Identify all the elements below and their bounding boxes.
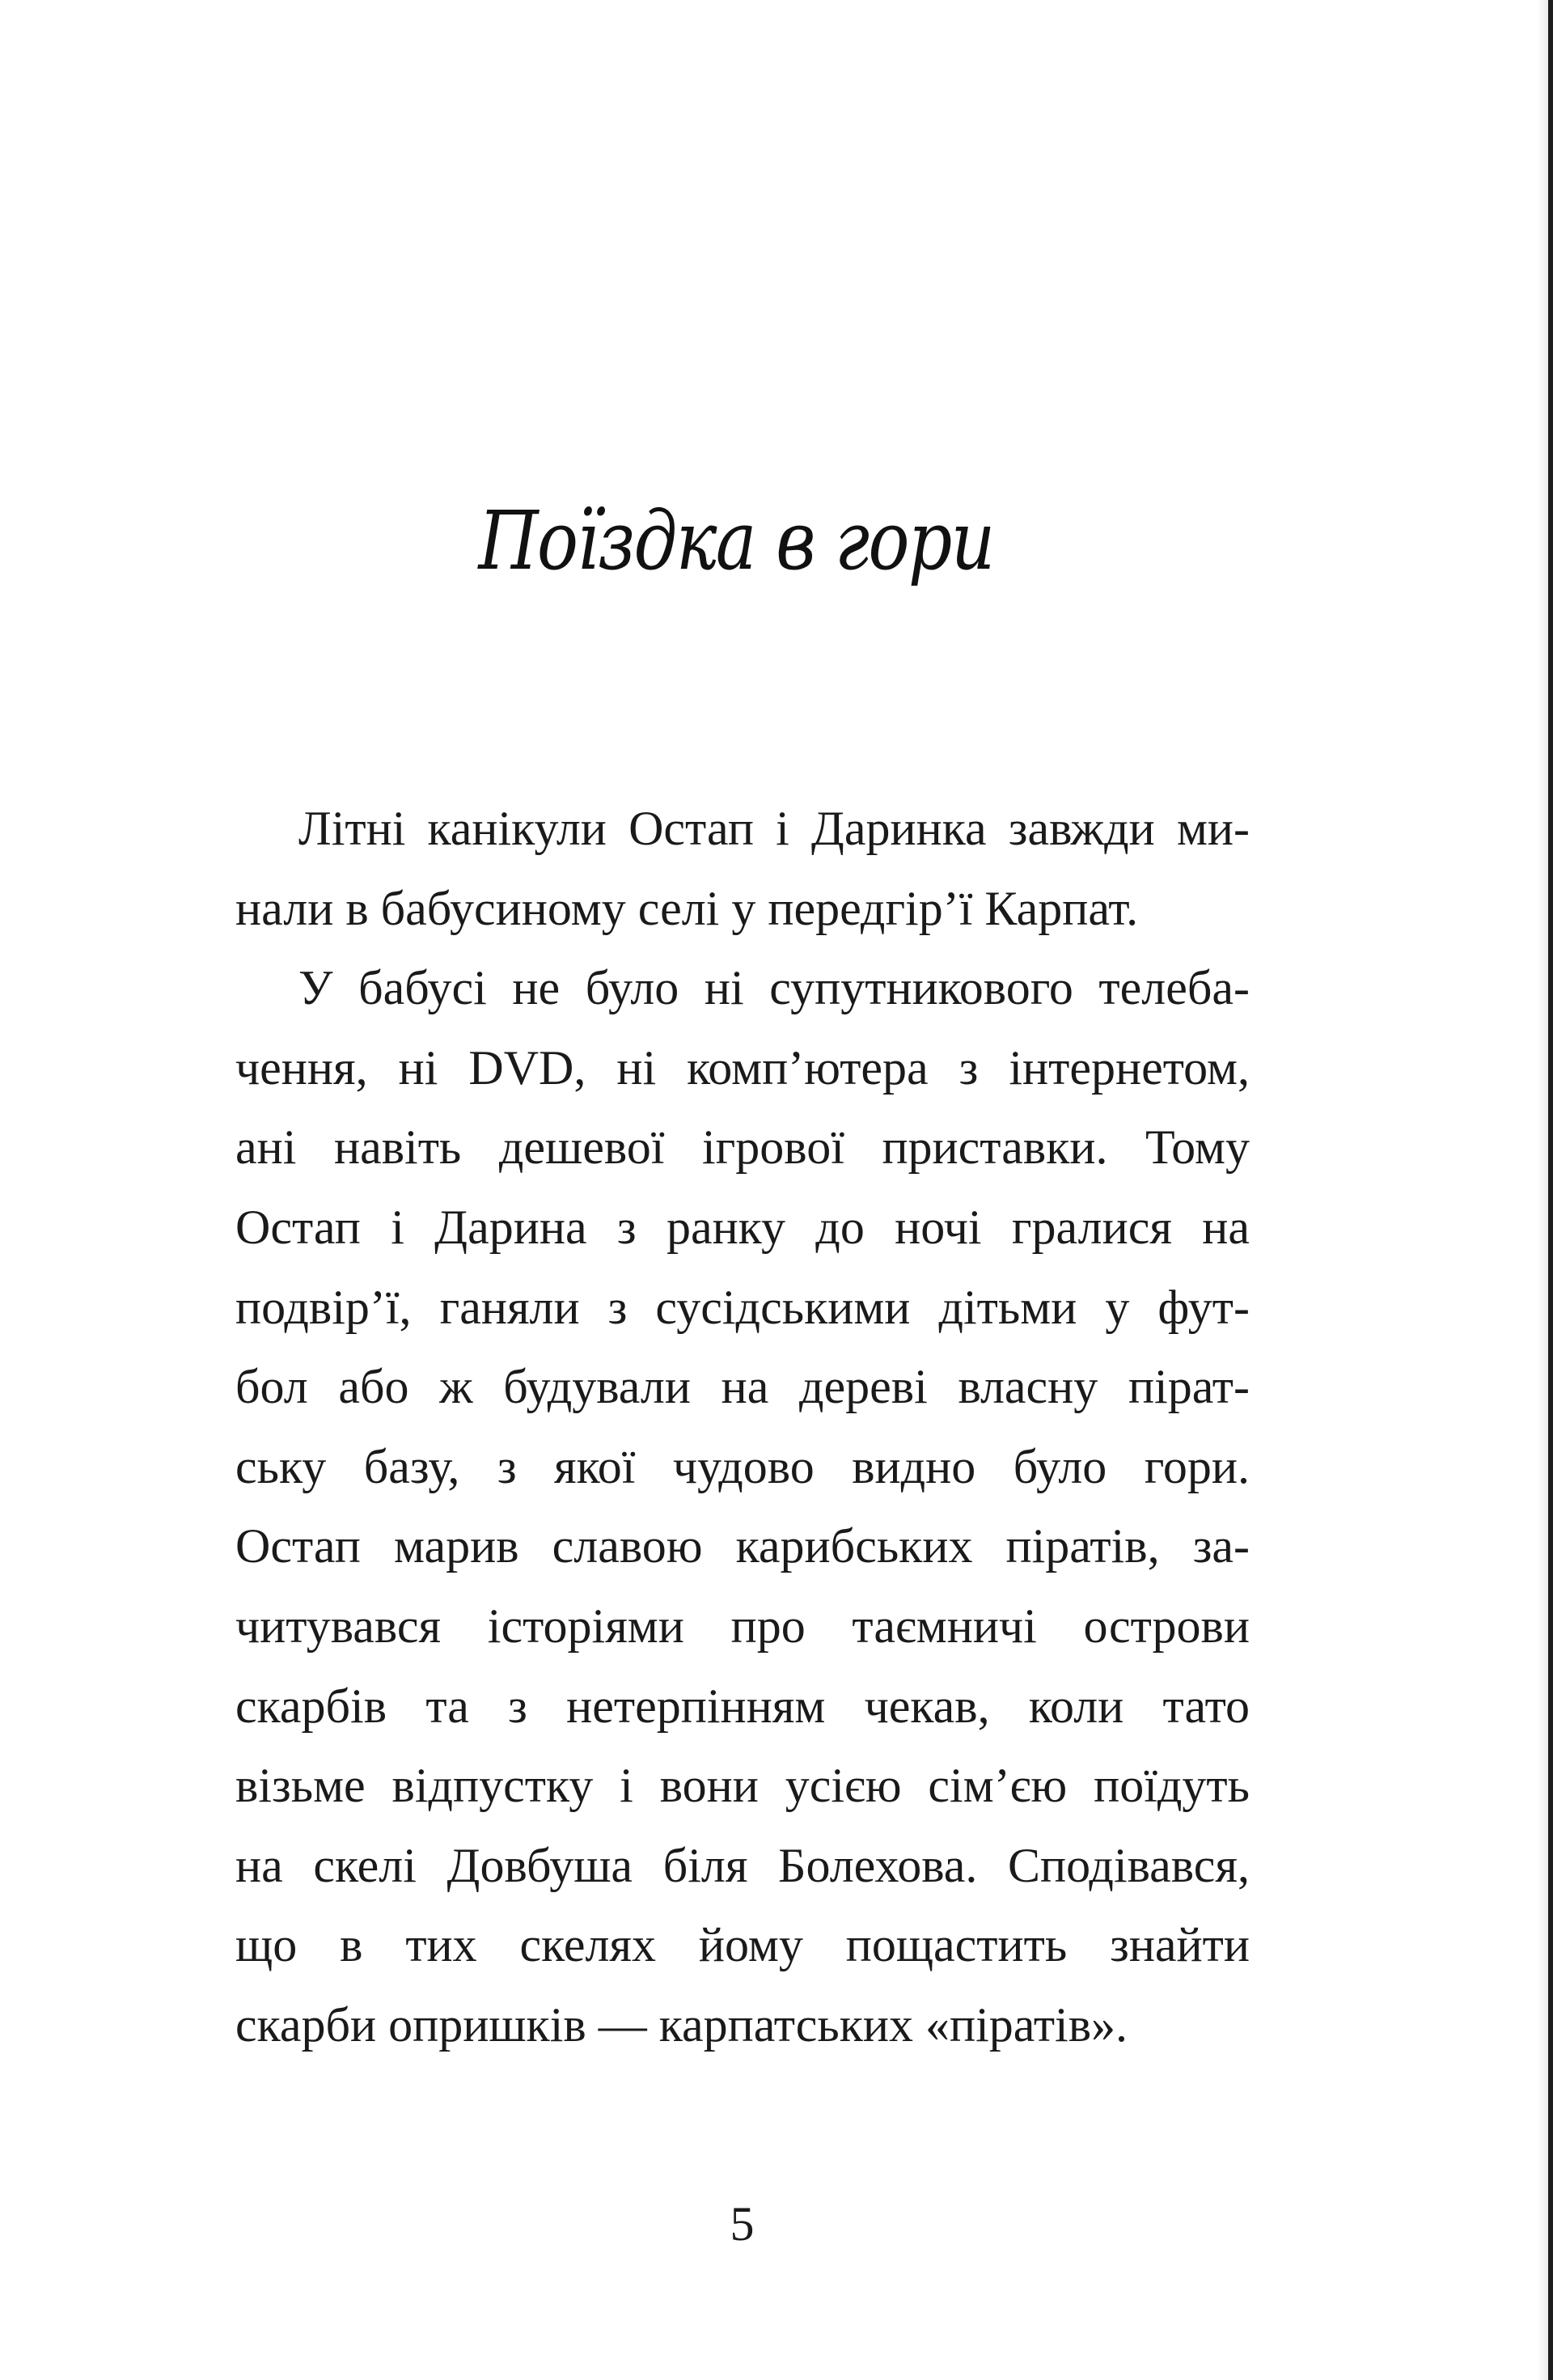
text-line: бол або ж будували на дереві власну пірат- (235, 1360, 1250, 1414)
page-edge-shadow (1537, 0, 1548, 2380)
page-number: 5 (730, 2197, 755, 2251)
text-line: чення, ні DVD, ні комп’ютера з інтернетом, (235, 1040, 1250, 1095)
text-line: Літні канікули Остап і Даринка завжди ми- (298, 802, 1250, 855)
text-line: ані навіть дешевої ігрової приставки. Тому (235, 1120, 1250, 1175)
text-line: скарбів та з нетерпінням чекав, коли тато (235, 1679, 1250, 1733)
text-line: скарби опришків — карпатських «піратів». (235, 1997, 1128, 2052)
text-line: Остап марив славою карибських піратів, за- (235, 1519, 1250, 1573)
text-line: нали в бабусиному селі у передгір’ї Карпат. (235, 881, 1139, 935)
text-line: ську базу, з якої чудово видно було гори. (235, 1439, 1250, 1493)
text-line: подвір’ї, ганяли з сусідськими дітьми у фут- (235, 1280, 1250, 1334)
chapter-title: Поїздка в гори (478, 493, 994, 588)
text-line: на скелі Довбуша біля Болехова. Сподівався, (235, 1838, 1250, 1892)
text-line: У бабусі не було ні супутникового телеба- (298, 961, 1250, 1015)
text-line: візьме відпустку і вони усією сім’єю поїдуть (235, 1759, 1250, 1813)
text-line: читувався історіями про таємничі острови (235, 1599, 1250, 1653)
text-line: Остап і Дарина з ранку до ночі гралися на (235, 1200, 1250, 1254)
text-line: що в тих скелях йому пощастить знайти (235, 1918, 1250, 1972)
body-text (235, 789, 1250, 2065)
page-edge (1548, 0, 1553, 2380)
